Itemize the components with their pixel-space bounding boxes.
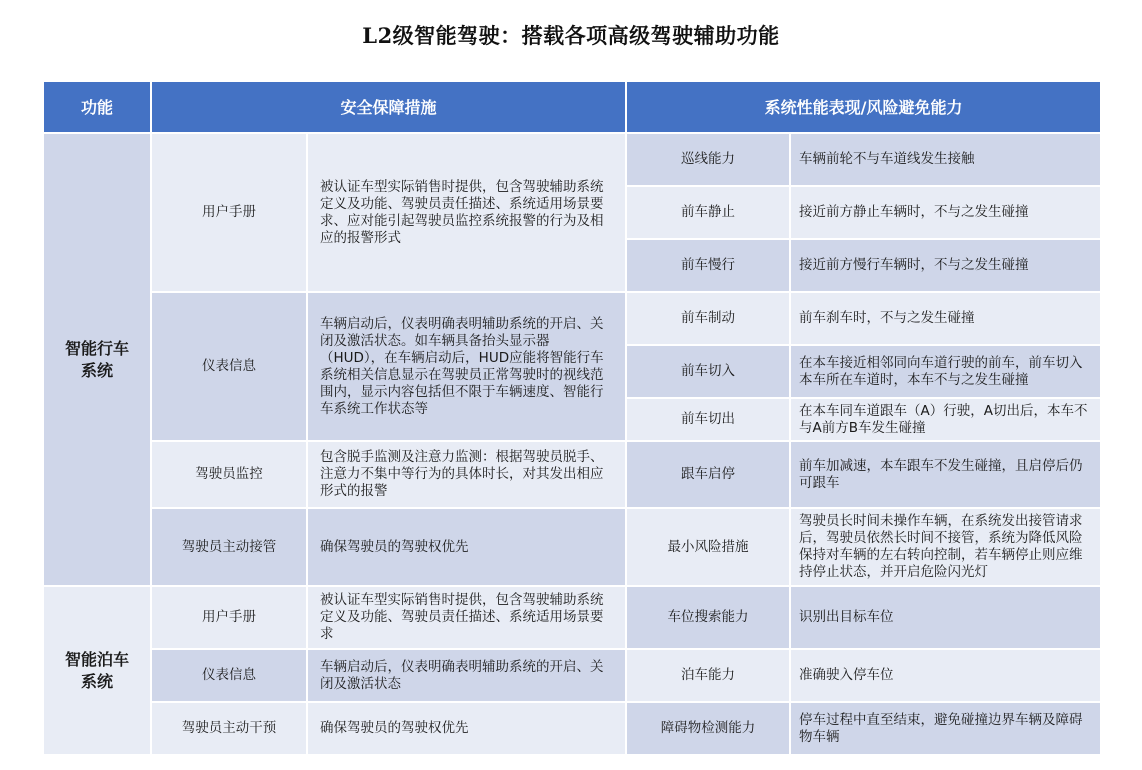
performance-name: 跟车启停	[626, 441, 790, 508]
performance-desc: 在本车接近相邻同向车道行驶的前车，前车切入本车所在车道时，本车不与之发生碰撞	[790, 345, 1101, 398]
measure-desc: 车辆启动后，仪表明确表明辅助系统的开启、关闭及激活状态。如车辆具备抬头显示器（HUD），在车辆启动后，HUD应能将智能行车系统相关信息显示在驾驶员正常驾驶时的视线范围内，显示内容包括但不限于车辆速度、智能行车系统工作状态等	[307, 292, 626, 441]
table-row	[43, 586, 1101, 649]
performance-name: 车位搜索能力	[626, 586, 790, 649]
performance-desc: 准确驶入停车位	[790, 649, 1101, 702]
performance-desc: 在本车同车道跟车（A）行驶，A切出后，本车不与A前方B车发生碰撞	[790, 398, 1101, 441]
measure-name: 驾驶员监控	[151, 441, 307, 508]
category-parking-label: 智能泊车 系统	[64, 649, 129, 691]
performance-desc: 接近前方慢行车辆时，不与之发生碰撞	[790, 239, 1101, 292]
header-performance: 系统性能表现/风险避免能力	[626, 81, 1101, 133]
measure-desc: 确保驾驶员的驾驶权优先	[307, 508, 626, 586]
performance-desc: 前车刹车时，不与之发生碰撞	[790, 292, 1101, 345]
performance-desc: 识别出目标车位	[790, 586, 1101, 649]
performance-desc: 前车加减速，本车跟车不发生碰撞，且启停后仍可跟车	[790, 441, 1101, 508]
performance-name: 前车制动	[626, 292, 790, 345]
performance-name: 前车切入	[626, 345, 790, 398]
performance-name: 前车切出	[626, 398, 790, 441]
measure-name: 驾驶员主动接管	[151, 508, 307, 586]
table-row	[43, 649, 1101, 702]
measure-name: 驾驶员主动干预	[151, 702, 307, 755]
measure-desc: 被认证车型实际销售时提供，包含驾驶辅助系统定义及功能、驾驶员责任描述、系统适用场景要求	[307, 586, 626, 649]
table-row	[43, 133, 1101, 186]
measure-name: 仪表信息	[151, 649, 307, 702]
table-row	[43, 441, 1101, 508]
measure-name: 仪表信息	[151, 292, 307, 441]
measure-desc: 确保驾驶员的驾驶权优先	[307, 702, 626, 755]
performance-name: 前车静止	[626, 186, 790, 239]
measure-name: 用户手册	[151, 586, 307, 649]
category-parking	[43, 586, 151, 755]
table-row	[43, 292, 1101, 345]
page-title: L2级智能驾驶：搭载各项高级驾驶辅助功能	[362, 23, 780, 48]
table-row	[43, 508, 1101, 586]
table-row	[43, 702, 1101, 755]
measure-desc: 包含脱手监测及注意力监测：根据驾驶员脱手、注意力不集中等行为的具体时长，对其发出相应形式的报警	[307, 441, 626, 508]
performance-desc: 停车过程中直至结束，避免碰撞边界车辆及障碍物车辆	[790, 702, 1101, 755]
l2-feature-table	[42, 80, 1102, 756]
header-function: 功能	[43, 81, 151, 133]
measure-desc: 车辆启动后，仪表明确表明辅助系统的开启、关闭及激活状态	[307, 649, 626, 702]
performance-name: 障碍物检测能力	[626, 702, 790, 755]
performance-name: 泊车能力	[626, 649, 790, 702]
measure-name: 用户手册	[151, 133, 307, 292]
performance-desc: 接近前方静止车辆时，不与之发生碰撞	[790, 186, 1101, 239]
performance-name: 前车慢行	[626, 239, 790, 292]
header-safety-measures: 安全保障措施	[151, 81, 626, 133]
measure-desc: 被认证车型实际销售时提供，包含驾驶辅助系统定义及功能、驾驶员责任描述、系统适用场景要求、应对能引起驾驶员监控系统报警的行为及相应的报警形式	[307, 133, 626, 292]
performance-desc: 驾驶员长时间未操作车辆，在系统发出接管请求后，驾驶员依然长时间不接管，系统为降低风险保持对车辆的左右转向控制，若车辆停止则应维持停止状态，并开启危险闪光灯	[790, 508, 1101, 586]
category-driving-label: 智能行车 系统	[64, 338, 129, 380]
table-header-row	[43, 81, 1101, 133]
performance-name: 最小风险措施	[626, 508, 790, 586]
category-driving	[43, 133, 151, 586]
performance-name: 巡线能力	[626, 133, 790, 186]
performance-desc: 车辆前轮不与车道线发生接触	[790, 133, 1101, 186]
